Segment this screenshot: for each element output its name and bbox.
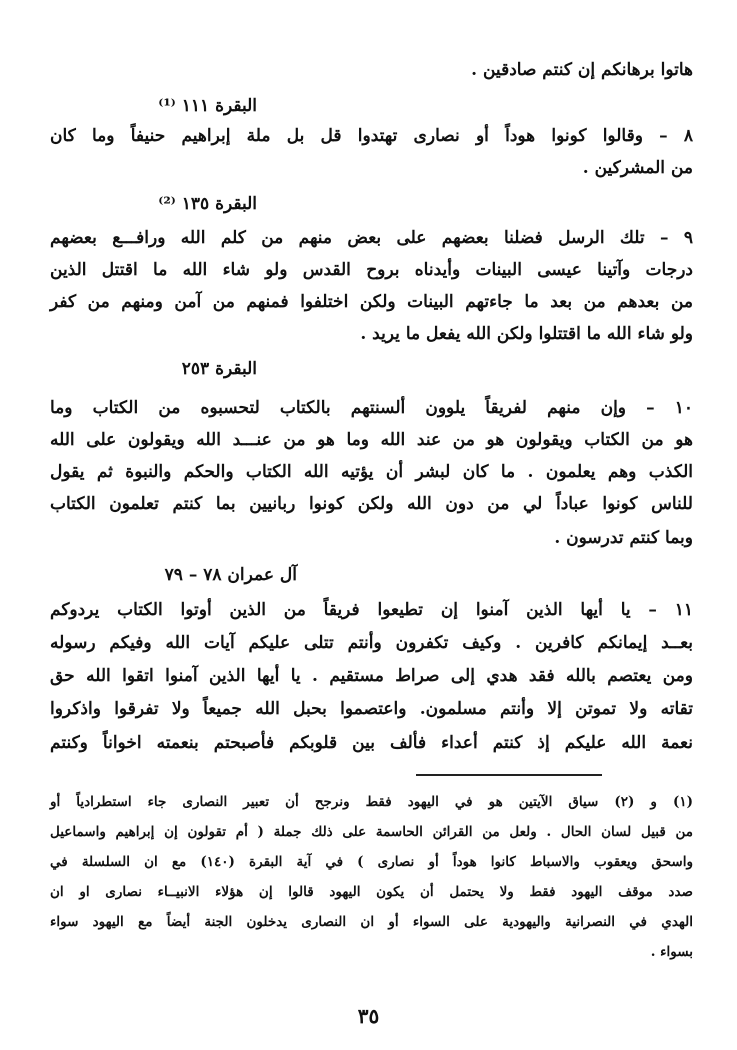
- footnote-line: الهدي في النصرانية واليهودية على السواء أو ان النصارى يدخلون الجنة أيضاً مع اليهود سواء: [50, 914, 693, 930]
- page-number: ٣٥: [357, 1004, 380, 1028]
- verse-reference: آل عمران ٧٨ – ٧٩: [164, 565, 297, 585]
- text-line: نعمة الله عليكم إذ كنتم أعداء فألف بين قلوبكم فأصبحتم بنعمته اخواناً وكنتم: [50, 733, 693, 753]
- footnote-separator: [416, 774, 602, 776]
- footnote-line: واسحق ويعقوب والاسباط كانوا هوداً أو نصارى ) في آية البقرة (١٤٠) مع ان السلسلة في: [50, 854, 693, 870]
- footnote-line: (١) و (٢) سياق الآيتين هو في اليهود فقط ونرجح أن تعبير النصارى جاء استطرادياً أو: [50, 794, 693, 810]
- text-line: ٩ – تلك الرسل فضلنا بعضهم على بعض منهم من كلم الله ورافـــع بعضهم: [50, 228, 693, 248]
- text-line: من بعدهم من بعد ما جاءتهم البينات ولكن اختلفوا فمنهم من آمن ومنهم من كفر: [50, 292, 693, 312]
- footnote-line: صدد موقف اليهود فقط ولا يحتمل أن يكون اليهود قالوا إن هؤلاء الانبيــاء نصارى او ان: [50, 884, 693, 900]
- text-line: من المشركين .: [582, 158, 693, 178]
- text-line: للناس كونوا عباداً لي من دون الله ولكن كونوا ربانيين بما كنتم تعلمون الكتاب: [50, 494, 693, 514]
- footnote-line: بسواء .: [650, 944, 693, 960]
- text-line: ومن يعتصم بالله فقد هدي إلى صراط مستقيم . يا أيها الذين آمنوا اتقوا الله حق: [50, 666, 693, 686]
- verse-reference: البقرة ١١١ ⁽¹⁾: [158, 96, 257, 116]
- verse-reference: البقرة ١٣٥ ⁽²⁾: [158, 194, 257, 214]
- text-line: وبما كنتم تدرسون .: [554, 528, 693, 548]
- footnote-line: من قبيل لسان الحال . ولعل من القرائن الحاسمة على ذلك جملة ( أم تقولون إن إبراهيم واسماعيل: [50, 824, 693, 840]
- text-line: ١٠ – وإن منهم لفريقاً يلوون ألسنتهم بالكتاب لتحسبوه من الكتاب وما: [50, 398, 693, 418]
- text-line: ١١ – يا أيها الذين آمنوا إن تطيعوا فريقاً من الذين أوتوا الكتاب يردوكم: [50, 600, 693, 620]
- text-line: الكذب وهم يعلمون . ما كان لبشر أن يؤتيه الله الكتاب والحكم والنبوة ثم يقول: [50, 462, 693, 482]
- text-line: هاتوا برهانكم إن كنتم صادقين .: [471, 60, 693, 80]
- verse-reference: البقرة ٢٥٣: [181, 359, 257, 379]
- text-line: بعــد إيمانكم كافرين . وكيف تكفرون وأنتم تتلى عليكم آيات الله وفيكم رسوله: [50, 633, 693, 653]
- text-line: ٨ – وقالوا كونوا هوداً أو نصارى تهتدوا قل بل ملة إبراهيم حنيفاً وما كان: [50, 126, 693, 146]
- text-line: تقاته ولا تموتن إلا وأنتم مسلمون. واعتصموا بحبل الله جميعاً ولا تفرقوا واذكروا: [50, 699, 693, 719]
- text-line: هو من الكتاب ويقولون هو من عند الله وما هو من عنـــد الله ويقولون على الله: [50, 430, 693, 450]
- text-line: ولو شاء الله ما اقتتلوا ولكن الله يفعل ما يريد .: [360, 324, 693, 344]
- text-line: درجات وآتينا عيسى البينات وأيدناه بروح القدس ولو شاء الله ما اقتتل الذين: [50, 260, 693, 280]
